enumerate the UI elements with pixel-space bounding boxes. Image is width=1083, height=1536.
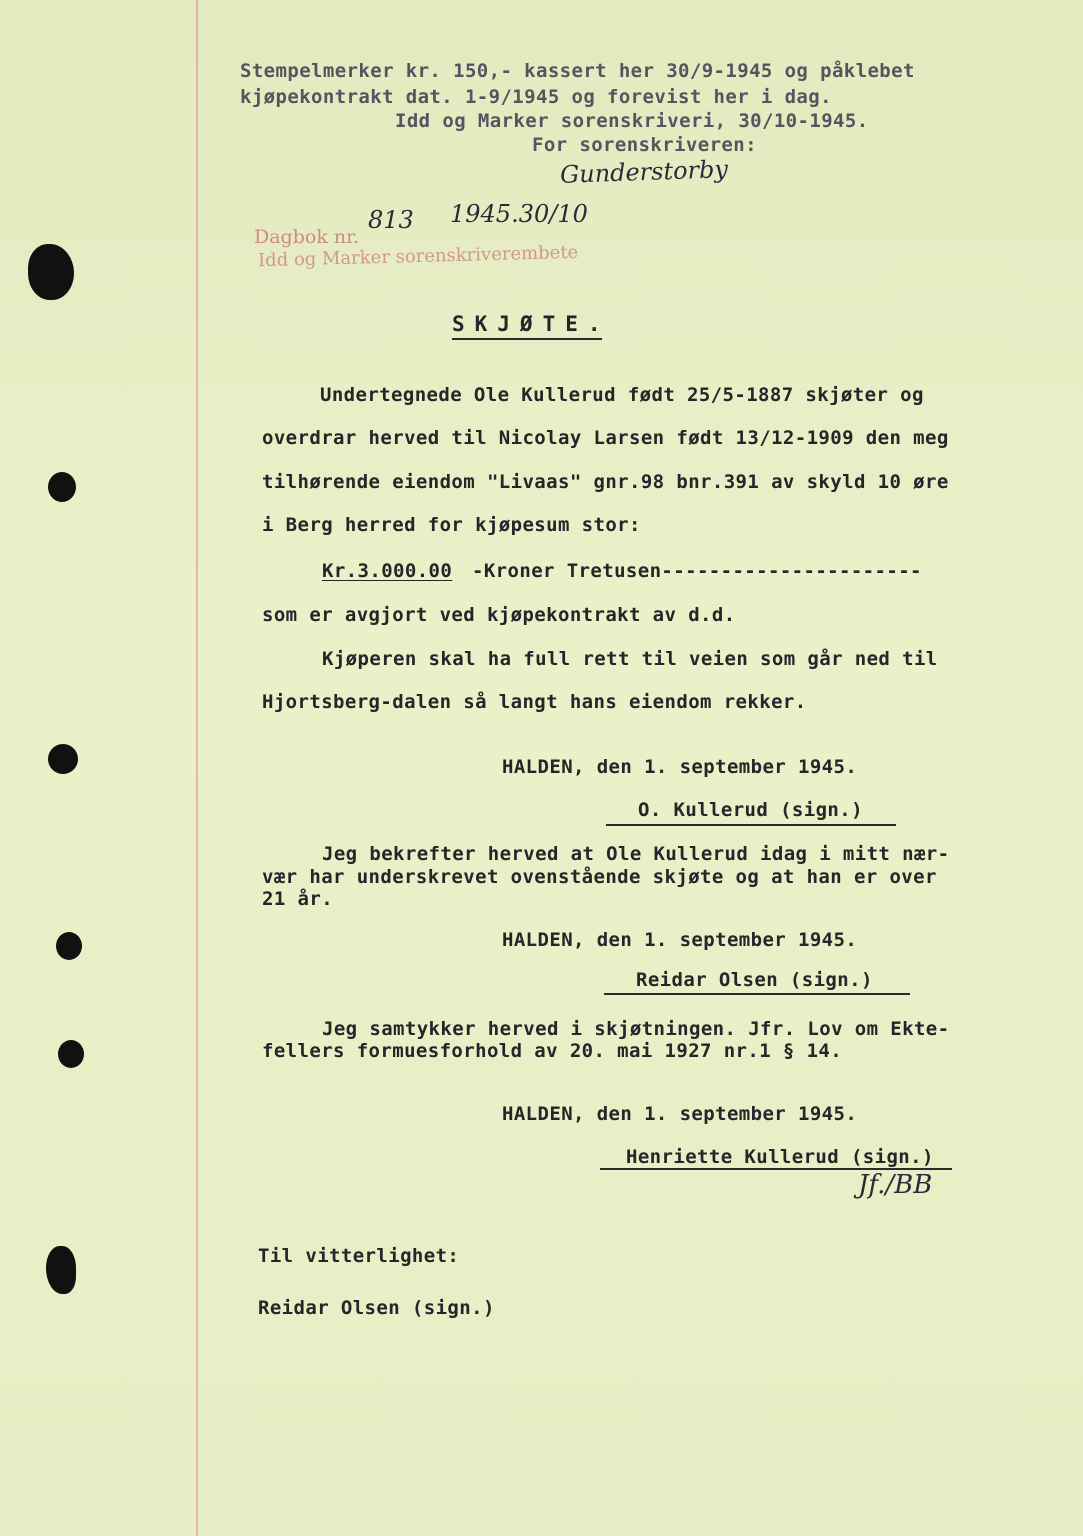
body-line: Hjortsberg-dalen så langt hans eiendom rekker.: [262, 691, 807, 713]
punch-hole: [46, 1246, 76, 1294]
header-line-2: kjøpekontrakt dat. 1-9/1945 og forevist her i dag.: [240, 86, 832, 108]
body-line: i Berg herred for kjøpesum stor:: [262, 514, 641, 536]
place-date: HALDEN, den 1. september 1945.: [502, 929, 858, 951]
dagbok-label: Dagbok nr.: [254, 226, 360, 248]
dagbok-number: 813: [368, 206, 414, 234]
dagbok-date: 1945.30/10: [450, 200, 588, 228]
confirmation-line: 21 år.: [262, 888, 334, 910]
signature-line: [606, 824, 896, 826]
punch-hole: [56, 932, 82, 960]
consent-line: Jeg samtykker herved i skjøtningen. Jfr. Lov om Ekte-: [322, 1018, 950, 1040]
signatory-name: Reidar Olsen (sign.): [636, 969, 873, 991]
purchase-amount-words: -Kroner Tretusen----------------------: [472, 560, 922, 582]
header-line-4: For sorenskriveren:: [532, 134, 757, 156]
witness-label: Til vitterlighet:: [258, 1245, 460, 1267]
body-line: tilhørende eiendom "Livaas" gnr.98 bnr.391 av skyld 10 øre: [262, 471, 949, 493]
registrar-signature: Gunderstorby: [559, 155, 729, 189]
document-title: SKJØTE.: [452, 312, 611, 336]
signatory-name: O. Kullerud (sign.): [638, 799, 863, 821]
punch-hole: [48, 744, 78, 774]
signature-line: [604, 993, 910, 995]
body-line: Undertegnede Ole Kullerud født 25/5-1887 skjøter og: [320, 384, 924, 406]
confirmation-line: Jeg bekrefter herved at Ole Kullerud idag i mitt nær-: [322, 843, 950, 865]
body-line: som er avgjort ved kjøpekontrakt av d.d.: [262, 604, 736, 626]
confirmation-line: vær har underskrevet ovenstående skjøte og at han er over: [262, 866, 937, 888]
header-line-3: Idd og Marker sorenskriveri, 30/10-1945.: [395, 110, 869, 132]
place-date: HALDEN, den 1. september 1945.: [502, 756, 858, 778]
witness-name: Reidar Olsen (sign.): [258, 1297, 495, 1319]
clerk-initials: Jf./BB: [858, 1170, 933, 1200]
signatory-name: Henriette Kullerud (sign.): [626, 1146, 934, 1168]
body-line: overdrar herved til Nicolay Larsen født 13/12-1909 den meg: [262, 427, 949, 449]
office-stamp: Idd og Marker sorenskriverembete: [257, 241, 579, 272]
punch-hole: [58, 1040, 84, 1068]
punch-hole: [48, 472, 76, 502]
title-underline: [452, 338, 602, 340]
punch-hole: [28, 244, 74, 300]
consent-line: fellers formuesforhold av 20. mai 1927 nr.1 § 14.: [262, 1040, 843, 1062]
header-line-1: Stempelmerker kr. 150,- kassert her 30/9-1945 og påklebet: [240, 60, 915, 82]
place-date: HALDEN, den 1. september 1945.: [502, 1103, 858, 1125]
margin-line: [196, 0, 198, 1536]
body-line: Kjøperen skal ha full rett til veien som går ned til: [322, 648, 938, 670]
purchase-amount: Kr.3.000.00: [322, 560, 453, 582]
